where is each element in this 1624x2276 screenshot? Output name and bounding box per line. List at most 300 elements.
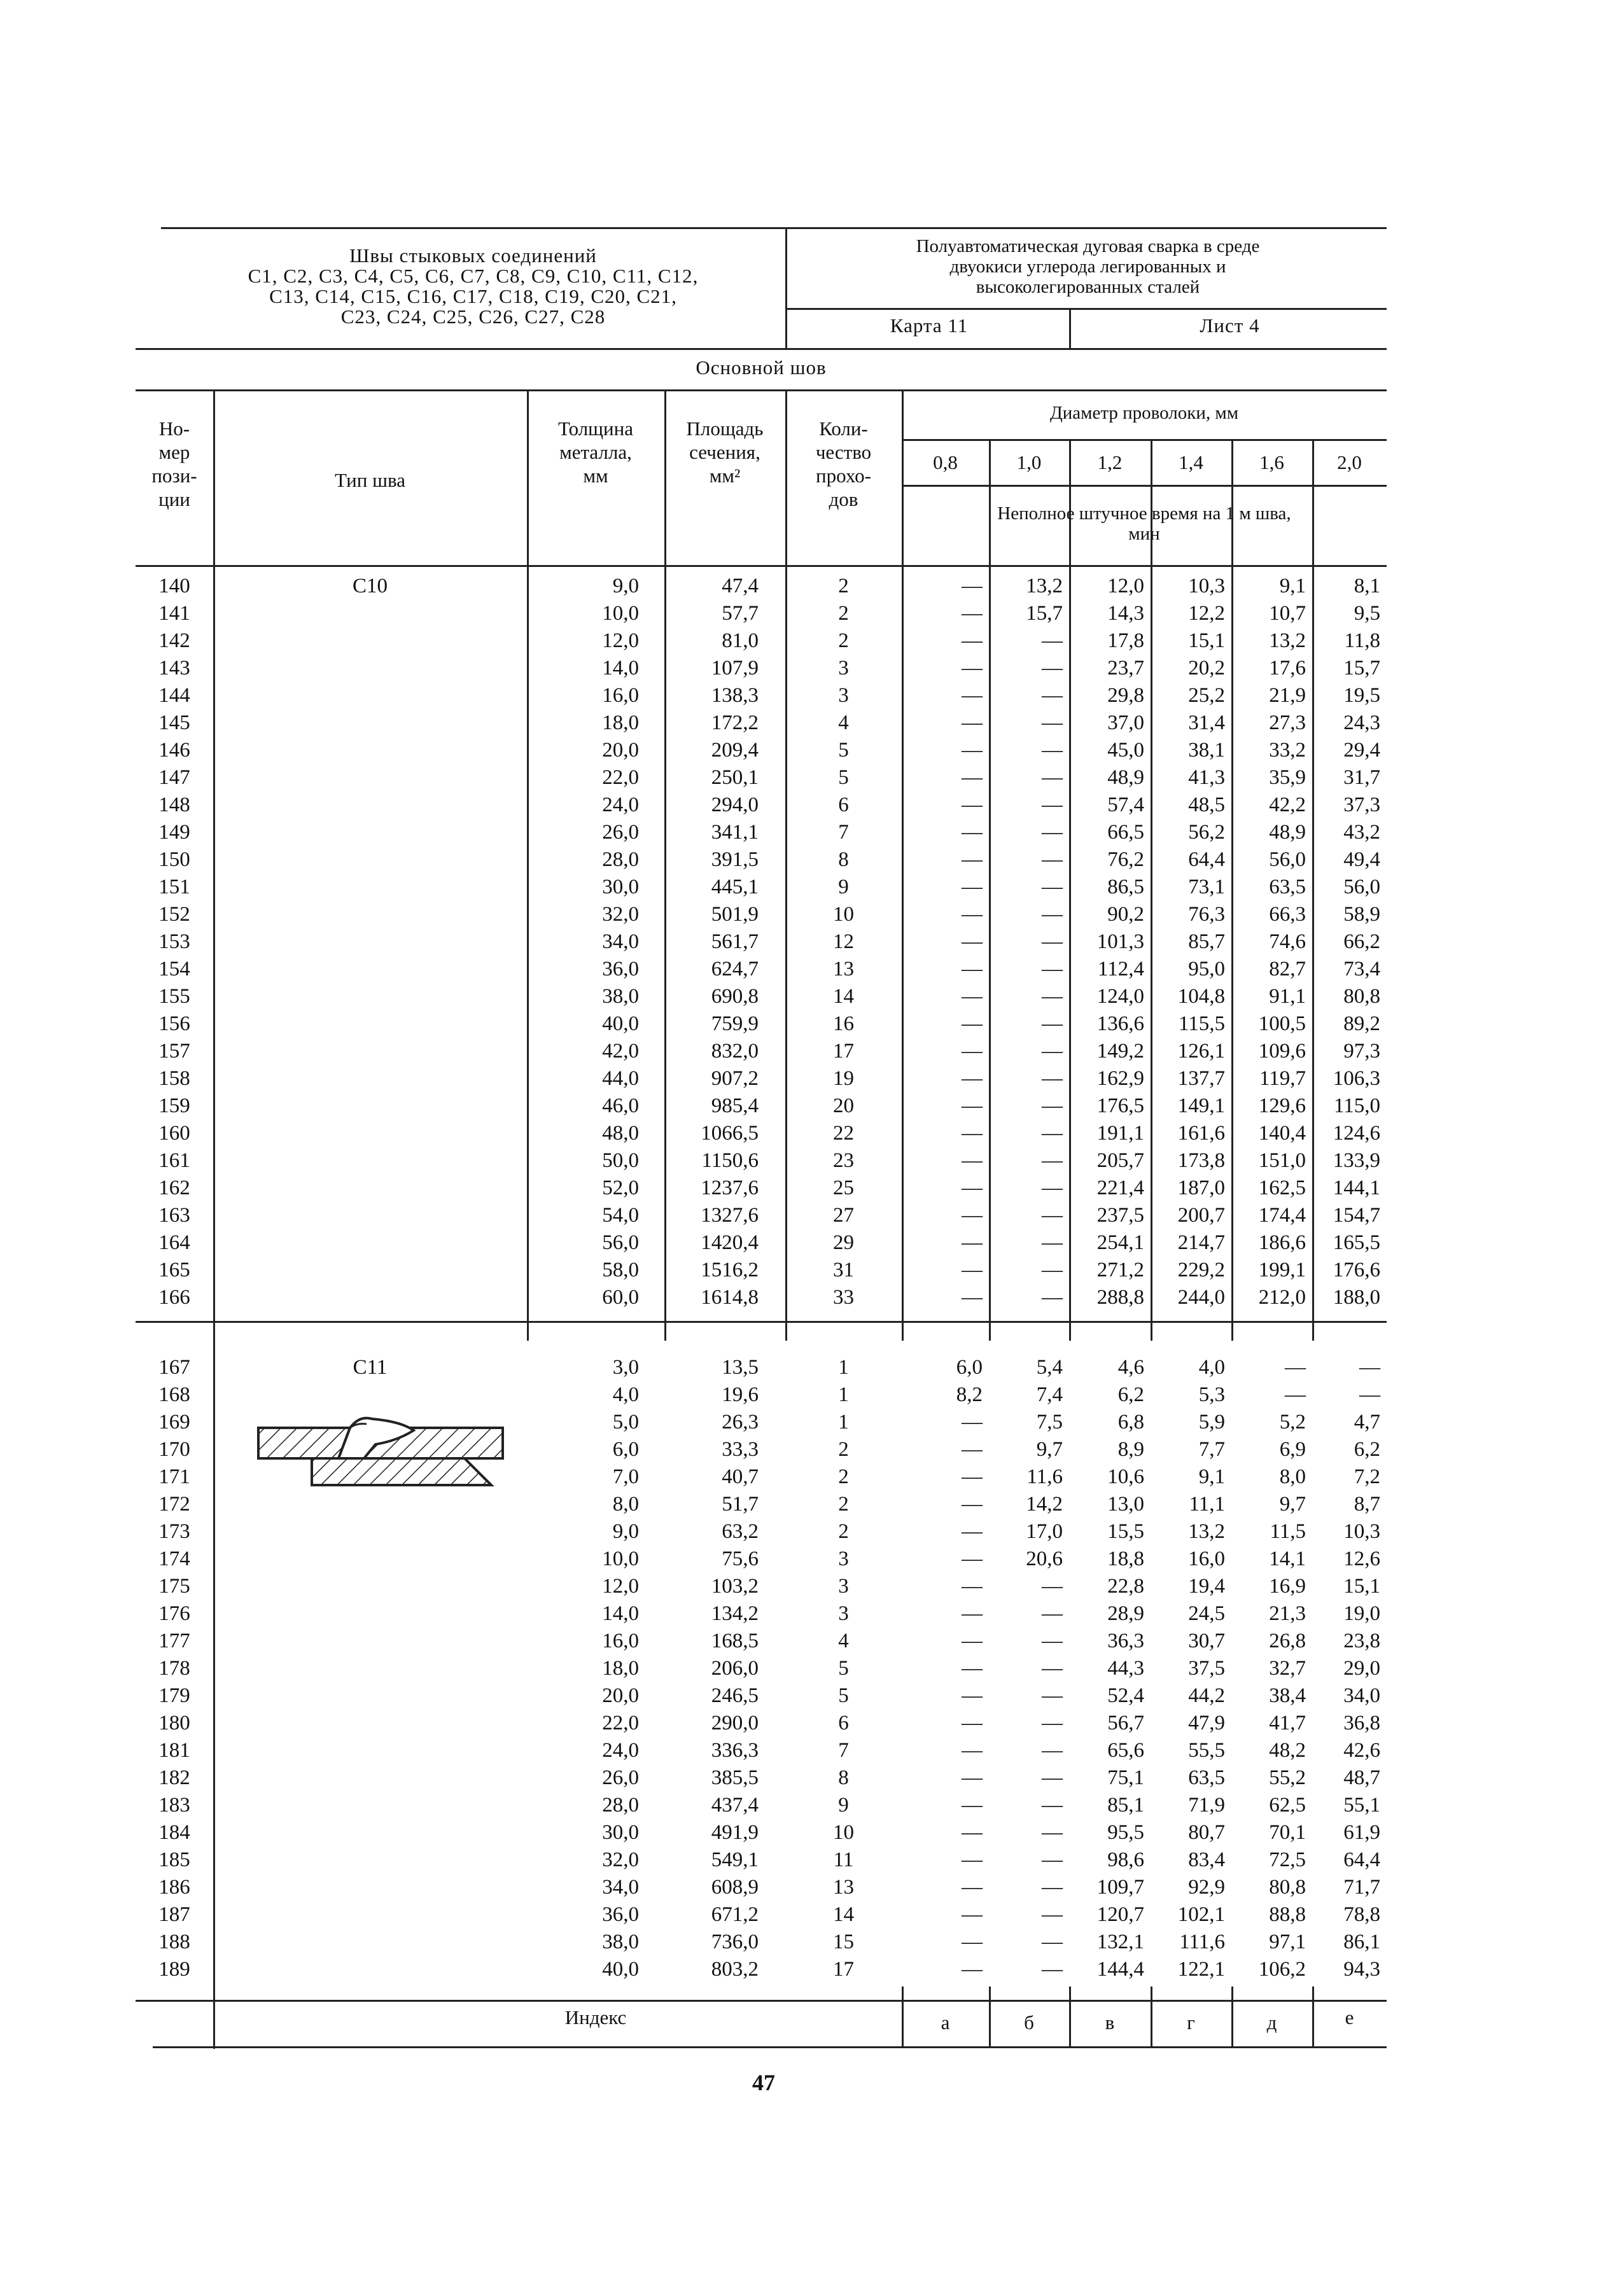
index-label: Индекс: [564, 2006, 627, 2028]
index-b: б: [1024, 2011, 1034, 2034]
time-1-2-cell: 136,6: [1096, 1012, 1144, 1035]
time-1-0-cell: —: [1042, 848, 1063, 871]
passes-cell: 29: [833, 1231, 854, 1254]
time-1-4-cell: 10,3: [1188, 575, 1225, 597]
time-1-6-cell: 11,5: [1270, 1520, 1306, 1543]
time-0-8-cell: —: [962, 1848, 983, 1871]
time-1-0-cell: —: [1042, 903, 1063, 926]
position-cell: 153: [158, 930, 190, 953]
time-1-0-cell: —: [1042, 793, 1063, 816]
time-2-0-cell: 48,7: [1343, 1766, 1380, 1789]
time-1-6-cell: 38,4: [1269, 1684, 1306, 1707]
time-1-2-cell: 205,7: [1096, 1149, 1144, 1172]
passes-cell: 5: [838, 739, 849, 762]
area-cell: 549,1: [711, 1848, 759, 1871]
time-1-6-cell: 35,9: [1269, 766, 1306, 789]
thickness-cell: 34,0: [602, 1876, 639, 1899]
area-cell: 57,7: [722, 602, 759, 625]
index-d: д: [1266, 2011, 1277, 2034]
time-0-8-cell: —: [962, 848, 983, 871]
area-cell: 26,3: [722, 1411, 759, 1434]
time-1-4-cell: 47,9: [1188, 1712, 1225, 1735]
time-2-0-cell: 89,2: [1343, 1012, 1380, 1035]
time-1-4-cell: 104,8: [1177, 985, 1225, 1008]
position-cell: 185: [158, 1848, 190, 1871]
time-1-2-cell: 176,5: [1096, 1094, 1144, 1117]
position-cell: 144: [158, 684, 190, 707]
time-2-0-cell: 144,1: [1333, 1176, 1380, 1199]
time-0-8-cell: —: [962, 793, 983, 816]
thickness-cell: 32,0: [602, 903, 639, 926]
time-1-0-cell: —: [1042, 1657, 1063, 1680]
area-cell: 671,2: [711, 1903, 759, 1926]
time-0-8-cell: —: [962, 1012, 983, 1035]
time-1-2-cell: 288,8: [1096, 1286, 1144, 1309]
area-cell: 206,0: [711, 1657, 759, 1680]
time-2-0-cell: 80,8: [1343, 985, 1380, 1008]
index-row-bottom-rule: [153, 2046, 1387, 2048]
thickness-cell: 30,0: [602, 1821, 639, 1844]
pos-column: [136, 1354, 213, 1983]
area-cell: 51,7: [722, 1493, 759, 1516]
time-1-0-cell: —: [1042, 985, 1063, 1008]
time-1-0-cell: —: [1042, 1575, 1063, 1598]
diameter-1-0: 1,0: [1016, 451, 1042, 473]
thickness-cell: 20,0: [602, 739, 639, 762]
time-2-0-cell: 86,1: [1343, 1930, 1380, 1953]
time-1-2-cell: 76,2: [1107, 848, 1144, 871]
area-cell: 107,9: [711, 657, 759, 680]
joint-series-line-3: С23, С24, С25, С26, С27, С28: [340, 305, 606, 328]
time-0-8-cell: —: [962, 958, 983, 981]
time-1-6-cell: 56,0: [1269, 848, 1306, 871]
time-1-4-cell: 102,1: [1177, 1903, 1225, 1926]
area-cell: 1150,6: [701, 1149, 759, 1172]
pos-column: [136, 573, 213, 1311]
time-2-0-cell: 188,0: [1333, 1286, 1380, 1309]
thickness-cell: 24,0: [602, 793, 639, 816]
passes-cell: 2: [838, 575, 849, 597]
passes-cell: 1: [838, 1411, 849, 1434]
diameter-1-6: 1,6: [1259, 451, 1284, 473]
time-1-2-cell: 85,1: [1107, 1794, 1144, 1817]
d14-column: [1151, 573, 1231, 1311]
area-cell: 47,4: [722, 575, 759, 597]
time-0-8-cell: —: [962, 1876, 983, 1899]
passes-cell: 9: [838, 1794, 849, 1817]
sheet-number: Лист 4: [1200, 314, 1260, 337]
time-1-4-cell: 187,0: [1177, 1176, 1225, 1199]
thickness-cell: 9,0: [612, 575, 639, 597]
time-header-line-2: мин: [1128, 524, 1160, 544]
joint-type-label: С11: [353, 1356, 388, 1379]
position-cell: 146: [158, 739, 190, 762]
time-1-4-cell: 63,5: [1188, 1766, 1225, 1789]
area-cell: 33,3: [722, 1438, 759, 1461]
position-cell: 150: [158, 848, 190, 871]
position-cell: 174: [158, 1547, 190, 1570]
process-title-line-3: высоколегированных сталей: [976, 277, 1200, 297]
area-cell: 294,0: [711, 793, 759, 816]
time-1-0-cell: —: [1042, 657, 1063, 680]
position-cell: 188: [158, 1930, 190, 1953]
position-cell: 143: [158, 657, 190, 680]
time-0-8-cell: —: [962, 1438, 983, 1461]
position-cell: 155: [158, 985, 190, 1008]
thickness-cell: 46,0: [602, 1094, 639, 1117]
time-2-0-cell: 176,6: [1333, 1259, 1380, 1281]
time-2-0-cell: 19,5: [1343, 684, 1380, 707]
passes-cell: 4: [838, 1630, 849, 1652]
d16-column: [1231, 573, 1312, 1311]
thickness-cell: 24,0: [602, 1739, 639, 1762]
position-cell: 162: [158, 1176, 190, 1199]
time-1-4-cell: 9,1: [1198, 1465, 1225, 1488]
passes-column: [785, 1354, 902, 1983]
thickness-cell: 36,0: [602, 958, 639, 981]
time-0-8-cell: —: [962, 1547, 983, 1570]
passes-cell: 20: [833, 1094, 854, 1117]
time-0-8-cell: —: [962, 1094, 983, 1117]
thickness-cell: 48,0: [602, 1122, 639, 1145]
time-1-6-cell: 106,2: [1258, 1958, 1306, 1981]
position-cell: 166: [158, 1286, 190, 1309]
index-g: г: [1187, 2011, 1195, 2034]
thickness-cell: 40,0: [602, 1958, 639, 1981]
time-0-8-cell: —: [962, 739, 983, 762]
time-1-4-cell: 20,2: [1188, 657, 1225, 680]
time-1-2-cell: 52,4: [1107, 1684, 1144, 1707]
time-0-8-cell: —: [962, 1712, 983, 1735]
time-1-6-cell: 27,3: [1269, 711, 1306, 734]
time-2-0-cell: 66,2: [1343, 930, 1380, 953]
time-0-8-cell: —: [962, 657, 983, 680]
time-1-4-cell: 73,1: [1188, 876, 1225, 898]
time-1-2-cell: 98,6: [1107, 1848, 1144, 1871]
time-2-0-cell: 58,9: [1343, 903, 1380, 926]
time-2-0-cell: —: [1359, 1383, 1380, 1406]
time-1-0-cell: —: [1042, 1930, 1063, 1953]
passes-cell: 8: [838, 848, 849, 871]
time-2-0-cell: 31,7: [1343, 766, 1380, 789]
thickness-cell: 34,0: [602, 930, 639, 953]
time-1-2-cell: 86,5: [1107, 876, 1144, 898]
time-1-4-cell: 71,9: [1188, 1794, 1225, 1817]
time-0-8-cell: —: [962, 1684, 983, 1707]
time-0-8-cell: —: [962, 1286, 983, 1309]
time-1-0-cell: —: [1042, 684, 1063, 707]
area-cell: 437,4: [711, 1794, 759, 1817]
time-0-8-cell: —: [962, 1821, 983, 1844]
time-1-0-cell: 7,5: [1036, 1411, 1063, 1434]
time-2-0-cell: 29,0: [1343, 1657, 1380, 1680]
diameter-1-2: 1,2: [1097, 451, 1123, 473]
passes-cell: 10: [833, 903, 854, 926]
area-cell: 445,1: [711, 876, 759, 898]
time-1-6-cell: 17,6: [1269, 657, 1306, 680]
time-2-0-cell: 42,6: [1343, 1739, 1380, 1762]
area-cell: 985,4: [711, 1094, 759, 1117]
area-column: [664, 1354, 785, 1983]
thickness-cell: 9,0: [612, 1520, 639, 1543]
position-header: Но- мер пози- ции: [151, 417, 197, 510]
d10-column: [989, 1354, 1069, 1983]
passes-cell: 3: [838, 1547, 849, 1570]
area-cell: 63,2: [722, 1520, 759, 1543]
time-1-4-cell: 7,7: [1198, 1438, 1225, 1461]
thickness-cell: 14,0: [602, 657, 639, 680]
time-1-4-cell: 126,1: [1177, 1040, 1225, 1063]
time-1-6-cell: 70,1: [1269, 1821, 1306, 1844]
time-1-0-cell: 15,7: [1026, 602, 1063, 625]
area-cell: 341,1: [711, 821, 759, 844]
time-1-2-cell: 101,3: [1096, 930, 1144, 953]
time-1-6-cell: 186,6: [1258, 1231, 1306, 1254]
area-cell: 1614,8: [701, 1286, 759, 1309]
time-2-0-cell: 12,6: [1343, 1547, 1380, 1570]
thickness-cell: 18,0: [602, 711, 639, 734]
joint-series-line-1: С1, С2, С3, С4, С5, С6, С7, С8, С9, С10, С11, С12,: [248, 265, 699, 287]
area-column: [664, 573, 785, 1311]
passes-cell: 2: [838, 602, 849, 625]
passes-cell: 2: [838, 1493, 849, 1516]
time-1-6-cell: 119,7: [1259, 1067, 1306, 1090]
diameter-header-rule: [902, 439, 1387, 441]
time-2-0-cell: 55,1: [1343, 1794, 1380, 1817]
time-1-6-cell: 109,6: [1258, 1040, 1306, 1063]
thickness-cell: 50,0: [602, 1149, 639, 1172]
thickness-cell: 12,0: [602, 629, 639, 652]
process-title-line-2: двуокиси углерода легированных и: [949, 256, 1226, 277]
area-cell: 759,9: [711, 1012, 759, 1035]
thickness-cell: 22,0: [602, 1712, 639, 1735]
passes-cell: 4: [838, 711, 849, 734]
area-cell: 1420,4: [701, 1231, 759, 1254]
position-cell: 172: [158, 1493, 190, 1516]
time-1-4-cell: 161,6: [1177, 1122, 1225, 1145]
index-a: а: [941, 2011, 950, 2034]
thickness-cell: 20,0: [602, 1684, 639, 1707]
time-1-4-cell: 76,3: [1188, 903, 1225, 926]
diameter-0-8: 0,8: [933, 451, 958, 473]
time-1-2-cell: 109,7: [1096, 1876, 1144, 1899]
thickness-column: [527, 573, 664, 1311]
time-1-2-cell: 95,5: [1107, 1821, 1144, 1844]
time-0-8-cell: —: [962, 1231, 983, 1254]
time-2-0-cell: 133,9: [1333, 1149, 1380, 1172]
time-1-4-cell: 229,2: [1177, 1259, 1225, 1281]
time-1-0-cell: —: [1042, 876, 1063, 898]
thickness-cell: 44,0: [602, 1067, 639, 1090]
area-cell: 250,1: [711, 766, 759, 789]
section-title: Основной шов: [696, 356, 827, 379]
time-1-6-cell: 14,1: [1269, 1547, 1306, 1570]
area-cell: 1327,6: [701, 1204, 759, 1227]
passes-cell: 9: [838, 876, 849, 898]
time-1-4-cell: 4,0: [1198, 1356, 1225, 1379]
passes-cell: 27: [833, 1204, 854, 1227]
thickness-cell: 28,0: [602, 1794, 639, 1817]
area-cell: 209,4: [711, 739, 759, 762]
position-cell: 177: [158, 1630, 190, 1652]
passes-cell: 33: [833, 1286, 854, 1309]
time-1-6-cell: 140,4: [1258, 1122, 1306, 1145]
time-1-2-cell: 22,8: [1107, 1575, 1144, 1598]
time-1-2-cell: 12,0: [1107, 575, 1144, 597]
time-1-0-cell: 9,7: [1036, 1438, 1063, 1461]
time-0-8-cell: —: [962, 930, 983, 953]
position-cell: 178: [158, 1657, 190, 1680]
time-1-2-cell: 13,0: [1107, 1493, 1144, 1516]
time-1-4-cell: 44,2: [1188, 1684, 1225, 1707]
time-1-2-cell: 17,8: [1107, 629, 1144, 652]
time-1-2-cell: 18,8: [1107, 1547, 1144, 1570]
position-cell: 152: [158, 903, 190, 926]
time-2-0-cell: 61,9: [1343, 1821, 1380, 1844]
thickness-cell: 14,0: [602, 1602, 639, 1625]
area-cell: 172,2: [711, 711, 759, 734]
time-0-8-cell: —: [962, 1204, 983, 1227]
diameter-2-0: 2,0: [1337, 451, 1362, 473]
time-2-0-cell: 29,4: [1343, 739, 1380, 762]
passes-cell: 2: [838, 1465, 849, 1488]
time-1-6-cell: 8,0: [1279, 1465, 1306, 1488]
time-1-6-cell: 62,5: [1269, 1794, 1306, 1817]
time-1-4-cell: 95,0: [1188, 958, 1225, 981]
time-1-6-cell: 162,5: [1258, 1176, 1306, 1199]
area-cell: 246,5: [711, 1684, 759, 1707]
position-cell: 149: [158, 821, 190, 844]
position-cell: 140: [158, 575, 190, 597]
passes-cell: 5: [838, 1657, 849, 1680]
position-cell: 186: [158, 1876, 190, 1899]
position-cell: 161: [158, 1149, 190, 1172]
time-2-0-cell: 4,7: [1354, 1411, 1380, 1434]
time-0-8-cell: —: [962, 876, 983, 898]
diameter-1-4: 1,4: [1179, 451, 1203, 473]
thickness-cell: 60,0: [602, 1286, 639, 1309]
time-1-6-cell: 100,5: [1258, 1012, 1306, 1035]
time-0-8-cell: —: [962, 985, 983, 1008]
time-1-0-cell: —: [1042, 1766, 1063, 1789]
time-1-0-cell: —: [1042, 1176, 1063, 1199]
passes-cell: 7: [838, 821, 849, 844]
position-cell: 154: [158, 958, 190, 981]
position-cell: 170: [158, 1438, 190, 1461]
thickness-cell: 38,0: [602, 985, 639, 1008]
time-1-0-cell: —: [1042, 739, 1063, 762]
index-row-top-rule: [136, 2000, 1387, 2002]
time-1-0-cell: 11,6: [1026, 1465, 1063, 1488]
time-1-4-cell: 12,2: [1188, 602, 1225, 625]
passes-cell: 1: [838, 1356, 849, 1379]
area-cell: 103,2: [711, 1575, 759, 1598]
position-cell: 187: [158, 1903, 190, 1926]
time-1-6-cell: 63,5: [1269, 876, 1306, 898]
area-cell: 561,7: [711, 930, 759, 953]
time-1-6-cell: 13,2: [1269, 629, 1306, 652]
time-1-0-cell: —: [1042, 930, 1063, 953]
time-2-0-cell: 56,0: [1343, 876, 1380, 898]
area-header: Площадь сечения, мм²: [686, 417, 764, 487]
time-1-6-cell: 41,7: [1269, 1712, 1306, 1735]
time-1-6-cell: 26,8: [1269, 1630, 1306, 1652]
position-cell: 164: [158, 1231, 190, 1254]
time-1-4-cell: 56,2: [1188, 821, 1225, 844]
thickness-cell: 40,0: [602, 1012, 639, 1035]
time-0-8-cell: —: [962, 1766, 983, 1789]
page-number: 47: [752, 2070, 775, 2095]
thickness-cell: 36,0: [602, 1903, 639, 1926]
time-0-8-cell: —: [962, 903, 983, 926]
thickness-cell: 4,0: [612, 1383, 639, 1406]
time-0-8-cell: —: [962, 1122, 983, 1145]
time-1-0-cell: —: [1042, 1012, 1063, 1035]
time-1-6-cell: 5,2: [1279, 1411, 1306, 1434]
time-1-0-cell: 14,2: [1026, 1493, 1063, 1516]
time-1-0-cell: —: [1042, 1094, 1063, 1117]
passes-column: [785, 573, 902, 1311]
time-1-0-cell: —: [1042, 1958, 1063, 1981]
thickness-cell: 30,0: [602, 876, 639, 898]
time-1-6-cell: 55,2: [1269, 1766, 1306, 1789]
position-cell: 145: [158, 711, 190, 734]
area-cell: 832,0: [711, 1040, 759, 1063]
passes-cell: 3: [838, 1575, 849, 1598]
thickness-cell: 56,0: [602, 1231, 639, 1254]
time-1-6-cell: 21,9: [1269, 684, 1306, 707]
thickness-cell: 16,0: [602, 684, 639, 707]
time-1-2-cell: 112,4: [1097, 958, 1144, 981]
time-1-2-cell: 44,3: [1107, 1657, 1144, 1680]
area-cell: 336,3: [711, 1739, 759, 1762]
position-cell: 184: [158, 1821, 190, 1844]
time-1-6-cell: 21,3: [1269, 1602, 1306, 1625]
area-cell: 138,3: [711, 684, 759, 707]
time-2-0-cell: 8,7: [1354, 1493, 1380, 1516]
time-1-2-cell: 124,0: [1096, 985, 1144, 1008]
time-1-2-cell: 28,9: [1107, 1602, 1144, 1625]
d08-column: [902, 1354, 989, 1983]
area-cell: 907,2: [711, 1067, 759, 1090]
position-cell: 142: [158, 629, 190, 652]
joint-series-title: Швы стыковых соединений: [349, 244, 597, 267]
time-1-0-cell: —: [1042, 1630, 1063, 1652]
time-1-6-cell: 174,4: [1258, 1204, 1306, 1227]
position-cell: 159: [158, 1094, 190, 1117]
position-cell: 163: [158, 1204, 190, 1227]
area-cell: 624,7: [711, 958, 759, 981]
area-cell: 385,5: [711, 1766, 759, 1789]
time-2-0-cell: 37,3: [1343, 793, 1380, 816]
position-cell: 157: [158, 1040, 190, 1063]
time-1-4-cell: 64,4: [1188, 848, 1225, 871]
area-cell: 1066,5: [701, 1122, 759, 1145]
time-1-6-cell: 33,2: [1269, 739, 1306, 762]
time-0-8-cell: —: [962, 1930, 983, 1953]
d20-column: [1312, 573, 1387, 1311]
time-2-0-cell: 71,7: [1343, 1876, 1380, 1899]
time-2-0-cell: 8,1: [1354, 575, 1380, 597]
time-1-2-cell: 254,1: [1096, 1231, 1144, 1254]
thickness-cell: 22,0: [602, 766, 639, 789]
position-cell: 148: [158, 793, 190, 816]
time-1-0-cell: —: [1042, 1259, 1063, 1281]
time-1-0-cell: —: [1042, 1286, 1063, 1309]
time-1-2-cell: 144,4: [1096, 1958, 1144, 1981]
time-1-4-cell: 30,7: [1188, 1630, 1225, 1652]
time-2-0-cell: 23,8: [1343, 1630, 1380, 1652]
